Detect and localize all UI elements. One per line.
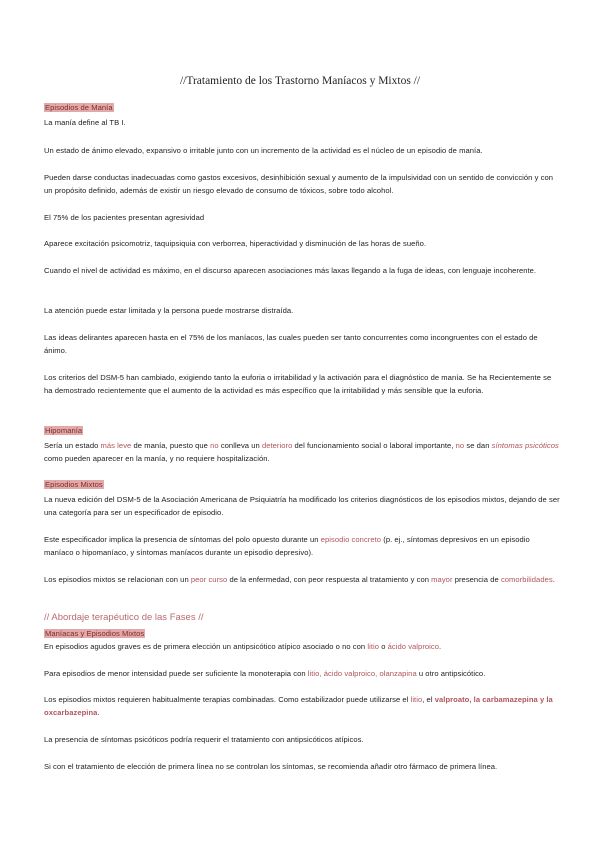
- abordaje-p3-text-3: .: [97, 708, 100, 718]
- mania-heading-line: [44, 101, 560, 114]
- mixtos-p3-text-2: de la enfermedad, con peor respuesta al tratamiento y con: [227, 575, 432, 584]
- mania-p3: Pueden darse conductas inadecuadas como gastos excesivos, desinhibición sexual y aumento de la impulsividad con un sentido de convicción y con un propósito definido, además de existir un riesgo elevado de consumo de tóxicos, sobre todo alcohol.: [44, 173, 554, 196]
- mixtos-heading-line: [44, 478, 560, 491]
- document-title: //Tratamiento de los Trastorno Maníacos y Mixtos //: [179, 75, 421, 87]
- hipomania-paragraph: [44, 439, 560, 466]
- mixtos-p3-text-3: presencia de: [452, 575, 501, 584]
- mixtos-p3-accent-1: peor curso: [190, 575, 228, 584]
- abordaje-p1-text-1: En episodios agudos graves es de primera elección un antipsicótico atípico asociado o no con: [44, 642, 368, 651]
- abordaje-p1: [44, 640, 560, 653]
- hipomania-text-1: Sería un estado: [44, 441, 101, 450]
- mixtos-p3-text-1: Los episodios mixtos se relacionan con un: [44, 575, 191, 584]
- mixtos-p3: [44, 573, 560, 586]
- hipomania-heading-line: [44, 424, 560, 437]
- mixtos-p2-text-1: Este especificador implica la presencia de síntomas del polo opuesto durante un: [44, 535, 321, 544]
- mixtos-p3-text-4: .: [552, 575, 555, 584]
- mania-p9: Los criterios del DSM-5 han cambiado, exigiendo tanto la euforia o irritabilidad y la activación para el diagnóstico de manía. Se ha Recientemente se ha demostrado recientemente que el aumento de la actividad es más específico que la irritabilidad y más sensible que la euforia.: [44, 373, 552, 396]
- mixtos-p1: La nueva edición del DSM-5 de la Asociación Americana de Psiquiatría ha modificado los criterios diagnósticos de los episodios mixtos, dejando de ser una categoría para ser un especificador de episodio.: [44, 495, 560, 518]
- hipomania-accent-2: no: [210, 441, 219, 450]
- hipomania-text-4: del funcionamiento social o laboral importante,: [292, 441, 456, 450]
- abordaje-p1-text-2: o: [379, 642, 388, 651]
- mania-p7: La atención puede estar limitada y la persona puede mostrarse distraída.: [44, 306, 294, 315]
- mixtos-p2: [44, 533, 560, 560]
- mania-p8: Las ideas delirantes aparecen hasta en el 75% de los maníacos, las cuales pueden ser tanto concurrentes como incongruentes con el estado de ánimo.: [44, 333, 538, 356]
- hipomania-text-2: de manía, puesto que: [131, 441, 211, 450]
- hipomania-text-5: se dan: [464, 441, 492, 450]
- hipomania-accent-4: no: [455, 441, 465, 450]
- hipomania-accent-5: síntomas psicóticos: [491, 441, 559, 450]
- abordaje-p3-accent-2: valproato, la carbamazepina y la oxcarbazepina: [44, 695, 553, 718]
- abordaje-p4: La presencia de síntomas psicóticos podría requerir el tratamiento con antipsicóticos atípicos.: [44, 735, 364, 744]
- hipomania-accent-1: más leve: [100, 441, 132, 450]
- abordaje-p3: [44, 693, 560, 720]
- mania-p6: Cuando el nivel de actividad es máximo, en el discurso aparecen asociaciones más laxas llegando a la fuga de ideas, con lenguaje incoherente.: [44, 266, 537, 275]
- abordaje-subheading: Maníacas y Episodios Mixtos: [45, 629, 145, 638]
- hipomania-heading: Hipomanía: [45, 426, 83, 435]
- mixtos-p3-accent-3: comorbilidades: [500, 575, 553, 584]
- mania-p2: Un estado de ánimo elevado, expansivo o irritable junto con un incremento de la actividad es el núcleo de un episodio de manía.: [44, 146, 483, 155]
- abordaje-p5: Si con el tratamiento de elección de primera línea no se controlan los síntomas, se recomienda añadir otro fármaco de primera línea.: [44, 762, 498, 771]
- abordaje-p1-accent-1: litio: [367, 642, 380, 651]
- abordaje-heading: // Abordaje terapéutico de las Fases //: [44, 612, 204, 623]
- abordaje-p3-text-2: , el: [422, 695, 435, 704]
- abordaje-p2: [44, 667, 560, 680]
- abordaje-p2-text-1: Para episodios de menor intensidad puede ser suficiente la monoterapia con: [44, 669, 308, 678]
- mania-p1: La manía define al TB I.: [44, 118, 126, 127]
- mixtos-p2-accent-1: episodio concreto: [320, 535, 382, 544]
- abordaje-p1-text-3: .: [439, 642, 442, 651]
- mania-heading: Episodios de Manía: [45, 103, 113, 112]
- mania-p5: Aparece excitación psicomotriz, taquipsiquia con verborrea, hiperactividad y disminución de las horas de sueño.: [44, 239, 427, 248]
- abordaje-p2-text-2: u otro antipsicótico.: [416, 669, 486, 678]
- mania-p4: El 75% de los pacientes presentan agresividad: [44, 213, 205, 222]
- hipomania-text-3: conlleva un: [218, 441, 262, 450]
- mixtos-p3-accent-2: mayor: [431, 575, 453, 584]
- hipomania-accent-3: deterioro: [261, 441, 293, 450]
- mixtos-heading: Episodios Mixtos: [45, 480, 103, 489]
- hipomania-text-6: como pueden aparecer en la manía, y no requiere hospitalización.: [44, 454, 270, 464]
- mixtos-p2-text-2: (p. ej., síntomas depresivos en un episodio maníaco o hipomaníaco, y síntomas maníacos durante un episodio depresivo).: [44, 535, 530, 558]
- abordaje-p3-text-1: Los episodios mixtos requieren habitualmente terapias combinadas. Como estabilizador puede utilizarse el: [44, 695, 411, 704]
- abordaje-subheading-line: [44, 627, 560, 640]
- abordaje-p3-accent-1: litio: [410, 695, 423, 704]
- abordaje-p2-accent-1: litio, ácido valproico, olanzapina: [307, 669, 417, 678]
- abordaje-p1-accent-2: ácido valproico: [387, 642, 440, 651]
